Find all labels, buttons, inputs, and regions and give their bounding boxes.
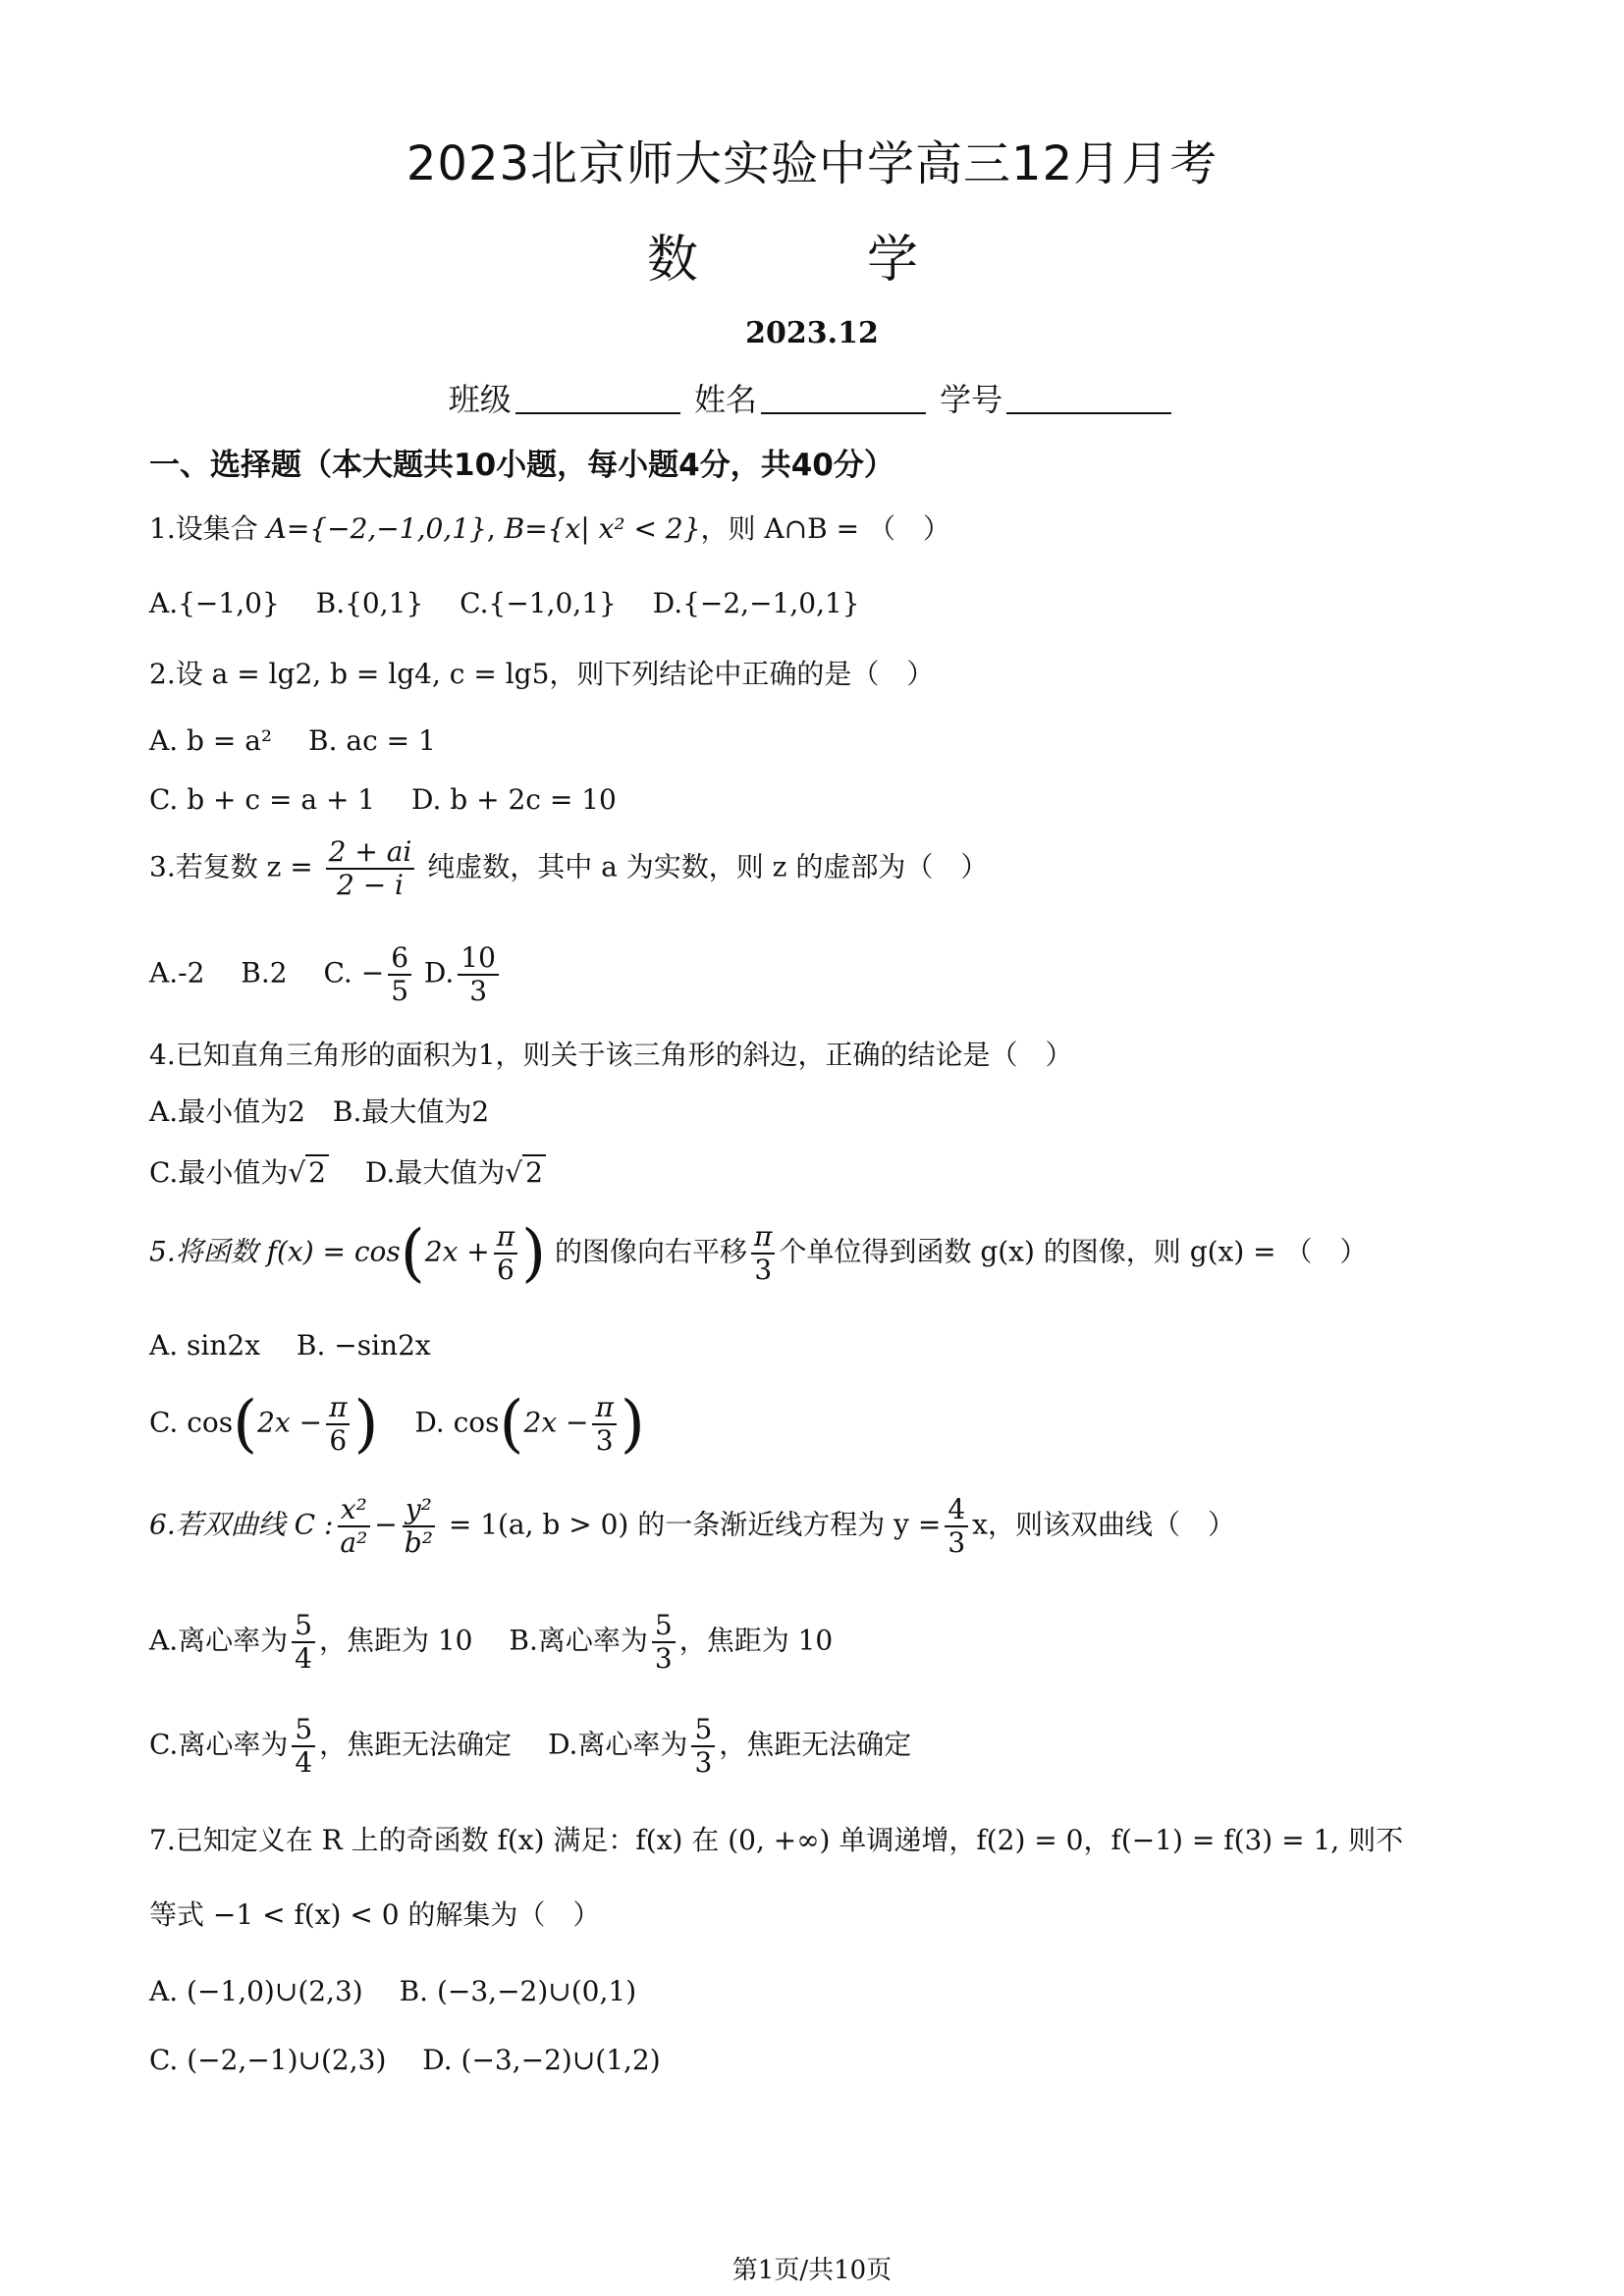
fraction: $\frac{6}{5}$ — [388, 942, 411, 1007]
question-7-stem-line2: 等式 −1 < f(x) < 0 的解集为（ ） — [149, 1898, 601, 1931]
question-3-options: A.-2 B.2 C. − $\frac{6}{5}$ D. $\frac{10}{3}$ — [149, 942, 503, 1007]
question-1-options: A.{−1,0} B.{0,1} C.{−1,0,1} D.{−2,−1,0,1} — [149, 587, 860, 619]
sqrt-symbol: √ 2 — [288, 1156, 329, 1190]
question-7-options-cd: C. (−2,−1)∪(2,3) D. (−3,−2)∪(1,2) — [149, 2044, 661, 2076]
exam-date: 2023.12 — [745, 316, 879, 350]
name-label: 姓名 — [693, 381, 757, 418]
class-blank[interactable] — [515, 383, 680, 414]
question-2-options-ab: A. b = a² B. ac = 1 — [149, 724, 436, 757]
question-2-stem: 2.设 a = lg2, b = lg4, c = lg5，则下列结论中正确的是（ ） — [149, 658, 935, 690]
section-heading: 一、选择题（本大题共10小题，每小题4分，共40分） — [149, 448, 894, 483]
question-6-stem: 6.若双曲线 C : $\frac{\text{x²}}{\text{a²}}$ − $\frac{\text{y²}}{\text{b²}}$ = 1(a, b > 0) 的一条渐近线方程为 y = $\frac{4}{3}$ x，则该双曲线（ ） — [149, 1493, 1235, 1560]
fraction: $\frac{4}{3}$ — [945, 1494, 968, 1559]
question-1-stem: 1.设集合 A={−2,−1,0,1}, B={x| x² < 2}，则 A∩B = （ ） — [149, 512, 950, 545]
question-5-options-ab: A. sin2x B. −sin2x — [149, 1329, 431, 1362]
id-blank[interactable] — [1006, 383, 1171, 414]
question-4-stem: 4.已知直角三角形的面积为1，则关于该三角形的斜边，正确的结论是（ ） — [149, 1039, 1073, 1071]
question-3-stem: 3.若复数 z = $\frac{2 + ai}{2 - i}$ 纯虚数，其中 a 为实数，则 z 的虚部为（ ） — [149, 835, 989, 902]
page-footer: 第1页/共10页 — [731, 2256, 893, 2285]
fraction: $\frac{\text{x²}}{\text{a²}}$ — [337, 1494, 370, 1559]
subject-title: 数 学 — [646, 231, 977, 290]
question-5-options-cd: C. cos(2x − $\frac{\pi}{6}$ ) D. cos(2x − $\frac{\pi}{3}$ ) — [149, 1388, 645, 1462]
fraction: $\frac{\pi}{3}$ — [592, 1392, 616, 1457]
question-2-options-cd: C. b + c = a + 1 D. b + 2c = 10 — [149, 783, 617, 816]
student-info-fields — [0, 375, 1624, 420]
fraction: $\frac{\pi}{3}$ — [751, 1221, 775, 1286]
fraction: $\frac{5}{3}$ — [652, 1610, 676, 1675]
question-6-options-ab: A.离心率为 $\frac{5}{4}$ ，焦距为 10 B.离心率为 $\frac{5}{3}$ ，焦距为 10 — [149, 1609, 834, 1676]
question-4-options-cd: C.最小值为√ 2 D.最大值为√ 2 — [149, 1156, 546, 1190]
question-5-stem: 5.将函数 f(x) = cos(2x + $\frac{\pi}{6}$ ) 的图像向右平移 $\frac{\pi}{3}$ 个单位得到函数 g(x) 的图像，则 g(x) = （ ） — [149, 1217, 1368, 1291]
fraction: $\frac{\pi}{6}$ — [494, 1221, 517, 1286]
fraction: $\frac{\pi}{6}$ — [326, 1392, 350, 1457]
class-label: 班级 — [448, 381, 512, 418]
fraction: $\frac{5}{4}$ — [292, 1714, 315, 1779]
question-7-options-ab: A. (−1,0)∪(2,3) B. (−3,−2)∪(0,1) — [149, 1975, 637, 2007]
fraction: $\frac{5}{3}$ — [691, 1714, 715, 1779]
sqrt-symbol: √ 2 — [505, 1156, 546, 1190]
question-6-options-cd: C.离心率为 $\frac{5}{4}$ ，焦距无法确定 D.离心率为 $\frac{5}{3}$ ，焦距无法确定 — [149, 1713, 912, 1780]
exam-title: 2023北京师大实验中学高三12月月考 — [406, 136, 1218, 191]
fraction: $\frac{10}{3}$ — [458, 942, 499, 1007]
fraction: $\frac{2 + ai}{2 - i}$ — [326, 836, 415, 901]
fraction: $\frac{\text{y²}}{\text{b²}}$ — [404, 1493, 433, 1560]
id-label: 学号 — [940, 381, 1003, 418]
question-4-options-ab: A.最小值为2 B.最大值为2 — [149, 1095, 490, 1128]
question-7-stem-line1: 7.已知定义在 R 上的奇函数 f(x) 满足：f(x) 在 (0, +∞) 单调递增，f(2) = 0，f(−1) = f(3) = 1, 则不 — [149, 1824, 1404, 1856]
fraction: $\frac{5}{4}$ — [292, 1610, 315, 1675]
name-blank[interactable] — [761, 383, 926, 414]
